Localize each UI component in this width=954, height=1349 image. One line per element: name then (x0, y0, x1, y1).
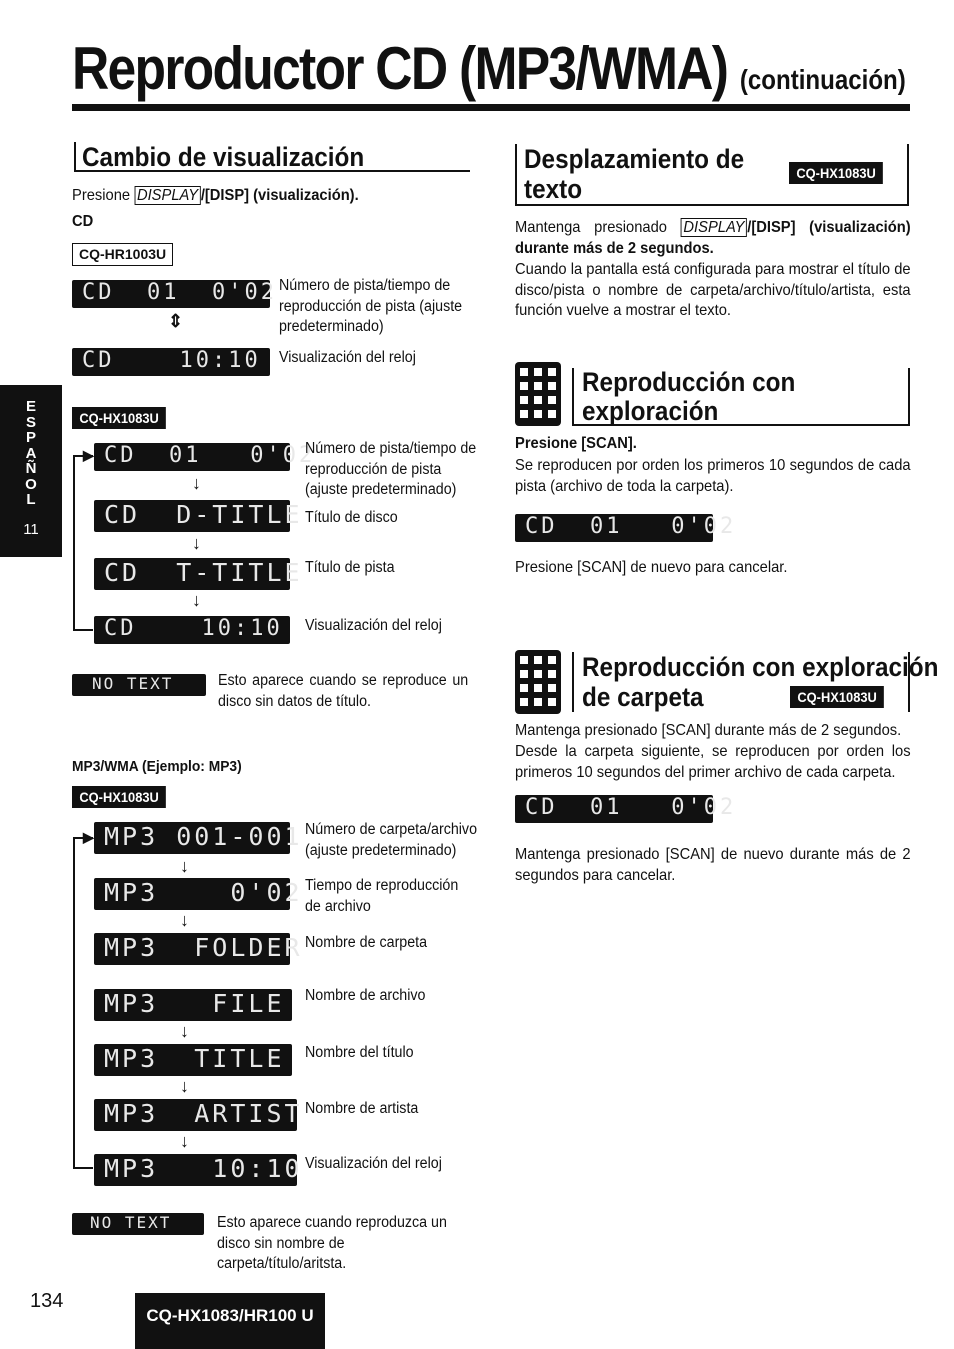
mp3-label: MP3/WMA (Ejemplo: MP3) (72, 758, 242, 775)
display-description: Número de pista/tiempo de reproducción de pista (ajuste predeterminado) (279, 277, 463, 335)
page-title-suffix: (continuación) (739, 64, 906, 95)
display-description: Visualización del reloj (279, 349, 416, 366)
language-side-tab (0, 385, 62, 557)
scroll-paragraph-1 (515, 218, 911, 259)
loop-line (73, 837, 75, 1168)
display-key: DISPLAY (681, 218, 748, 237)
display-description: Visualización del reloj (305, 617, 442, 634)
page-number: 134 (30, 1290, 64, 1312)
remote-buttons-icon (515, 362, 561, 426)
display-description: Tiempo de reproducción de archivo (305, 877, 459, 915)
lcd-display: MP3 FOLDER (94, 933, 290, 965)
arrow-down-icon: ↓ (180, 910, 189, 930)
arrow-down-icon: ↓ (180, 1021, 189, 1041)
side-tab-letter: E (25, 398, 36, 415)
intro-text (72, 186, 376, 207)
lcd-display: MP3 10:10 (94, 1154, 297, 1186)
arrow-right-icon: ▶ (83, 829, 94, 845)
no-text-description: Esto aparece cuando reproduzca un disco sin nombre de carpeta/título/aritsta. (217, 1214, 447, 1272)
side-tab-letter: A (25, 444, 37, 462)
side-tab-page: 11 (23, 520, 39, 538)
lcd-display: CD 01 0'02 (72, 280, 270, 308)
folder-paragraph-1: Mantenga presionado [SCAN] durante más de 2 segundos. (515, 722, 902, 739)
section-heading-scan: Reproducción con (582, 367, 796, 397)
remote-buttons-icon (515, 650, 561, 714)
swap-arrow-icon: ⇕ (168, 311, 184, 331)
lcd-display: CD 01 0'02 (515, 514, 713, 542)
lcd-display: MP3 ARTIST (94, 1099, 297, 1131)
lcd-no-text: NO TEXT (72, 674, 206, 696)
arrow-down-icon: ↓ (180, 1076, 189, 1096)
section-heading-scroll-2: texto (524, 174, 583, 204)
folder-cancel: Mantenga presionado [SCAN] de nuevo durante más de 2 segundos para cancelar. (515, 846, 911, 884)
page-title (72, 34, 906, 115)
section-heading-display-change: Cambio de visualización (82, 142, 365, 172)
side-tab-letter: P (25, 429, 36, 446)
scroll-p1-a: Mantenga presionado (515, 219, 667, 236)
intro-rest: /[DISP] (visualización). (200, 187, 359, 204)
display-description: Nombre de archivo (305, 987, 426, 1004)
arrow-right-icon: ▶ (83, 447, 94, 463)
lcd-display: MP3 001-001 (94, 822, 290, 854)
arrow-down-icon: ↓ (192, 590, 201, 610)
display-description: Nombre de artista (305, 1100, 419, 1117)
arrow-down-icon: ↓ (180, 1131, 189, 1151)
model-badge-scroll: CQ-HX1083U (789, 162, 883, 184)
section-heading-scroll: Desplazamiento de (524, 144, 745, 174)
section-heading-folder-scan: Reproducción con exploración (582, 652, 939, 682)
scan-cancel: Presione [SCAN] de nuevo para cancelar. (515, 559, 788, 576)
folder-paragraph-2: Desde la carpeta siguiente, se reproducen por orden los primeros 10 segundos del primer archivo de cada carpeta. (515, 743, 911, 781)
display-description: Número de carpeta/archivo (ajuste predeterminado) (305, 821, 478, 859)
title-rule (72, 104, 910, 111)
scroll-p1-b: /[DISP] (visualización) durante más de 2 segundos. (515, 219, 911, 257)
lcd-display: CD 10:10 (72, 348, 270, 376)
display-description: Visualización del reloj (305, 1155, 442, 1172)
footer-model-badge: CQ-HX1083/HR100 U (135, 1293, 325, 1349)
lcd-display: CD T-TITLE (94, 558, 290, 590)
lcd-display: CD 10:10 (94, 616, 290, 644)
heading-frame (572, 652, 574, 712)
display-key: DISPLAY (134, 186, 201, 205)
lcd-display: CD D-TITLE (94, 500, 290, 532)
loop-line (73, 1167, 93, 1169)
cd-label: CD (72, 213, 94, 230)
side-tab-letter: L (26, 491, 36, 508)
lcd-display: MP3 TITLE (94, 1044, 292, 1076)
section-heading-scan-2: exploración (582, 396, 719, 426)
page-title-text: Reproductor CD (MP3/WMA) (72, 35, 728, 102)
section-heading-folder-scan-2: de carpeta (582, 682, 704, 712)
scroll-paragraph-2: Cuando la pantalla está configurada para mostrar el título de disco/pista o nombre de carpeta/archivo/título/artista, esta función vuelve a mostrar el texto. (515, 261, 911, 319)
display-description: Nombre de carpeta (305, 934, 428, 951)
lcd-no-text: NO TEXT (72, 1213, 204, 1235)
side-tab-letter: Ñ (25, 460, 37, 477)
intro-press: Presione (72, 187, 131, 204)
model-badge-folder: CQ-HX1083U (790, 686, 884, 708)
display-description: Título de pista (305, 559, 395, 576)
lcd-display: MP3 0'02 (94, 878, 290, 910)
side-tab-letter: S (25, 413, 36, 431)
scan-description: Se reproducen por orden los primeros 10 segundos de cada pista (archivo de toda la carpeta). (515, 457, 911, 495)
side-tab-letter: O (25, 475, 37, 493)
arrow-down-icon: ↓ (180, 856, 189, 876)
model-badge-mp3: CQ-HX1083U (72, 786, 166, 808)
arrow-down-icon: ↓ (192, 473, 201, 493)
lcd-display: CD 01 0'02 (94, 443, 290, 471)
scan-press: Presione [SCAN]. (515, 435, 637, 452)
display-description: Título de disco (305, 509, 398, 526)
heading-rule (515, 204, 909, 206)
lcd-display: MP3 FILE (94, 989, 292, 1021)
no-text-description: Esto aparece cuando se reproduce un disco sin datos de título. (218, 672, 469, 710)
arrow-down-icon: ↓ (192, 533, 201, 553)
model-badge-hx: CQ-HX1083U (72, 407, 166, 429)
lcd-display: CD 01 0'02 (515, 795, 713, 823)
display-description: Número de pista/tiempo de reproducción de pista (ajuste predeterminado) (305, 440, 477, 498)
loop-line (73, 455, 75, 630)
display-description: Nombre del título (305, 1044, 414, 1061)
loop-line (73, 629, 93, 631)
model-badge-hr: CQ-HR1003U (72, 243, 173, 266)
